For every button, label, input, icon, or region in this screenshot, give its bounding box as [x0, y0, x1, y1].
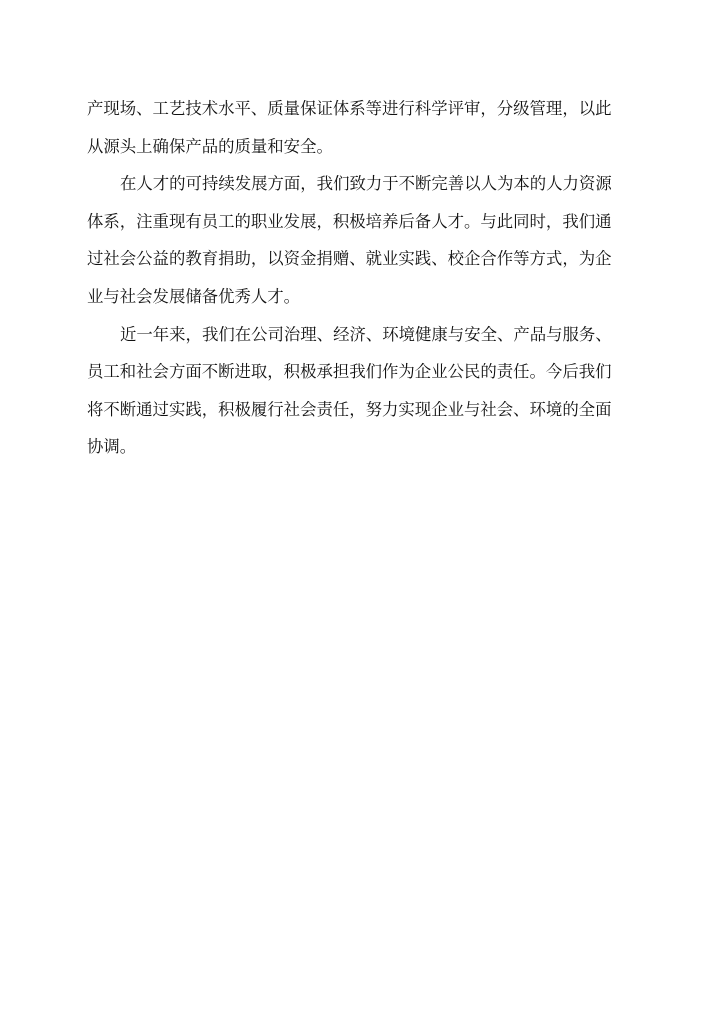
text-line: 员工和社会方面不断进取，积极承担我们作为企业公民的责任。今后我们 [87, 362, 612, 382]
text-line: 体系，注重现有员工的职业发展，积极培养后备人才。与此同时，我们通 [87, 211, 612, 231]
paragraph-start-line: 近一年来，我们在公司治理、经济、环境健康与安全、产品与服务、 [120, 324, 612, 344]
text-line: 将不断通过实践，积极履行社会责任，努力实现企业与社会、环境的全面 [87, 399, 612, 419]
text-line: 协调。 [87, 437, 137, 457]
text-line: 过社会公益的教育捐助，以资金捐赠、就业实践、校企合作等方式，为企 [87, 249, 612, 269]
paragraph-start-line: 在人才的可持续发展方面，我们致力于不断完善以人为本的人力资源 [120, 174, 612, 194]
text-line: 业与社会发展储备优秀人才。 [87, 286, 301, 306]
text-line: 从源头上确保产品的质量和安全。 [87, 136, 333, 156]
body-text [87, 90, 639, 466]
text-line: 产现场、工艺技术水平、质量保证体系等进行科学评审，分级管理，以此 [87, 99, 612, 118]
